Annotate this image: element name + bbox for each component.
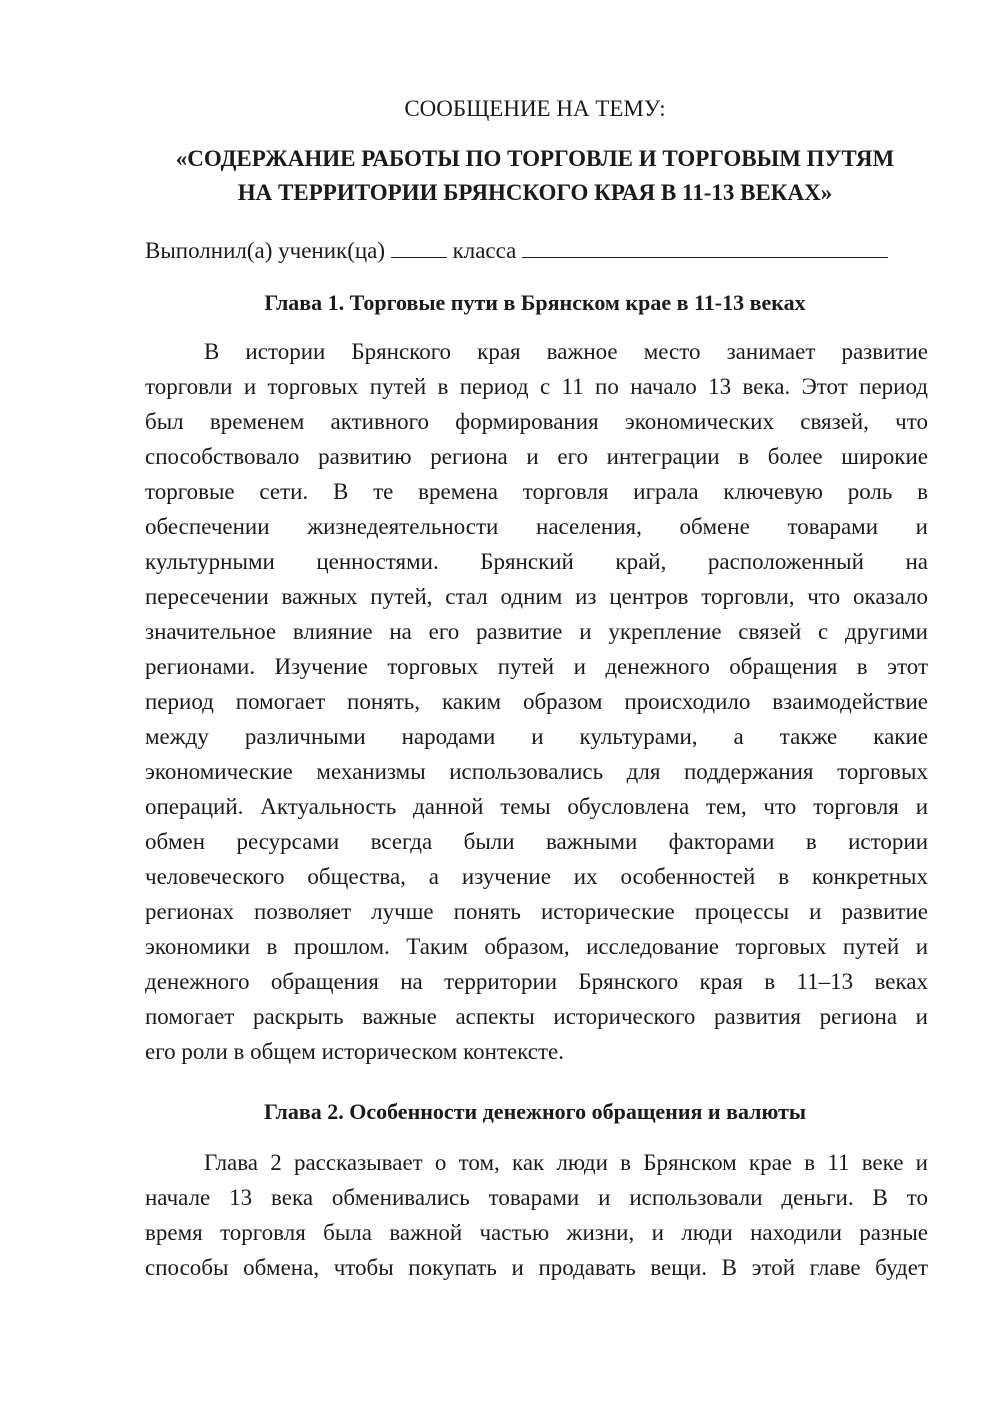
document-label: СООБЩЕНИЕ НА ТЕМУ: — [404, 96, 666, 121]
text-line: культурными ценностями. Брянский край, расположенный на — [145, 549, 928, 574]
text-line: период помогает понять, каким образом происходило взаимодействие — [145, 689, 928, 714]
text-line: значительное влияние на его развитие и укрепление связей с другими — [145, 619, 928, 644]
title-line: НА ТЕРРИТОРИИ БРЯНСКОГО КРАЯ В 11-13 ВЕКАХ» — [237, 180, 833, 205]
title-line: «СОДЕРЖАНИЕ РАБОТЫ ПО ТОРГОВЛЕ И ТОРГОВЫМ ПУТЯМ — [175, 146, 895, 171]
text-line: время торговля была важной частью жизни, и люди находили разные — [145, 1220, 928, 1245]
author-prefix: Выполнил(а) ученик(ца) — [145, 238, 386, 263]
text-line: был временем активного формирования экономических связей, что — [145, 409, 928, 434]
text-line: торговые сети. В те времена торговля играла ключевую роль в — [145, 479, 928, 504]
text-line: денежного обращения на территории Брянского края в 11–13 веках — [145, 969, 928, 994]
text-line: начале 13 века обменивались товарами и использовали деньги. В то — [145, 1185, 928, 1210]
text-line: способы обмена, чтобы покупать и продавать вещи. В этой главе будет — [145, 1255, 928, 1280]
class-label: класса — [452, 238, 517, 263]
text-line: экономические механизмы использовались для поддержания торговых — [145, 759, 928, 784]
text-line: торговли и торговых путей в период с 11 по начало 13 века. Этот период — [145, 374, 928, 399]
chapter1-heading: Глава 1. Торговые пути в Брянском крае в 11-13 веках — [264, 290, 806, 315]
text-line: его роли в общем историческом контексте. — [145, 1039, 564, 1064]
text-line: экономики в прошлом. Таким образом, исследование торговых путей и — [145, 934, 928, 959]
document-title — [0, 142, 1000, 210]
text-line: Глава 2 рассказывает о том, как люди в Брянском крае в 11 веке и — [204, 1150, 928, 1175]
text-line: пересечении важных путей, стал одним из центров торговли, что оказало — [145, 584, 928, 609]
text-line: регионах позволяет лучше понять исторические процессы и развитие — [145, 899, 928, 924]
text-line: способствовало развитию региона и его интеграции в более широкие — [145, 444, 928, 469]
text-line: человеческого общества, а изучение их особенностей в конкретных — [145, 864, 928, 889]
text-line: операций. Актуальность данной темы обусловлена тем, что торговля и — [145, 794, 928, 819]
chapter2-paragraph — [145, 1145, 928, 1285]
text-line: между различными народами и культурами, а также какие — [145, 724, 928, 749]
grade-blank — [391, 233, 447, 258]
name-blank — [522, 233, 888, 258]
text-line: обеспечении жизнедеятельности населения, обмене товарами и — [145, 514, 928, 539]
author-line — [145, 233, 935, 266]
text-line: регионами. Изучение торговых путей и денежного обращения в этот — [145, 654, 928, 679]
chapter1-paragraph — [145, 334, 928, 1069]
text-line: помогает раскрыть важные аспекты исторического развития региона и — [145, 1004, 928, 1029]
text-line: обмен ресурсами всегда были важными факторами в истории — [145, 829, 928, 854]
text-line: В истории Брянского края важное место занимает развитие — [204, 339, 928, 364]
chapter2-heading: Глава 2. Особенности денежного обращения и валюты — [263, 1099, 807, 1124]
